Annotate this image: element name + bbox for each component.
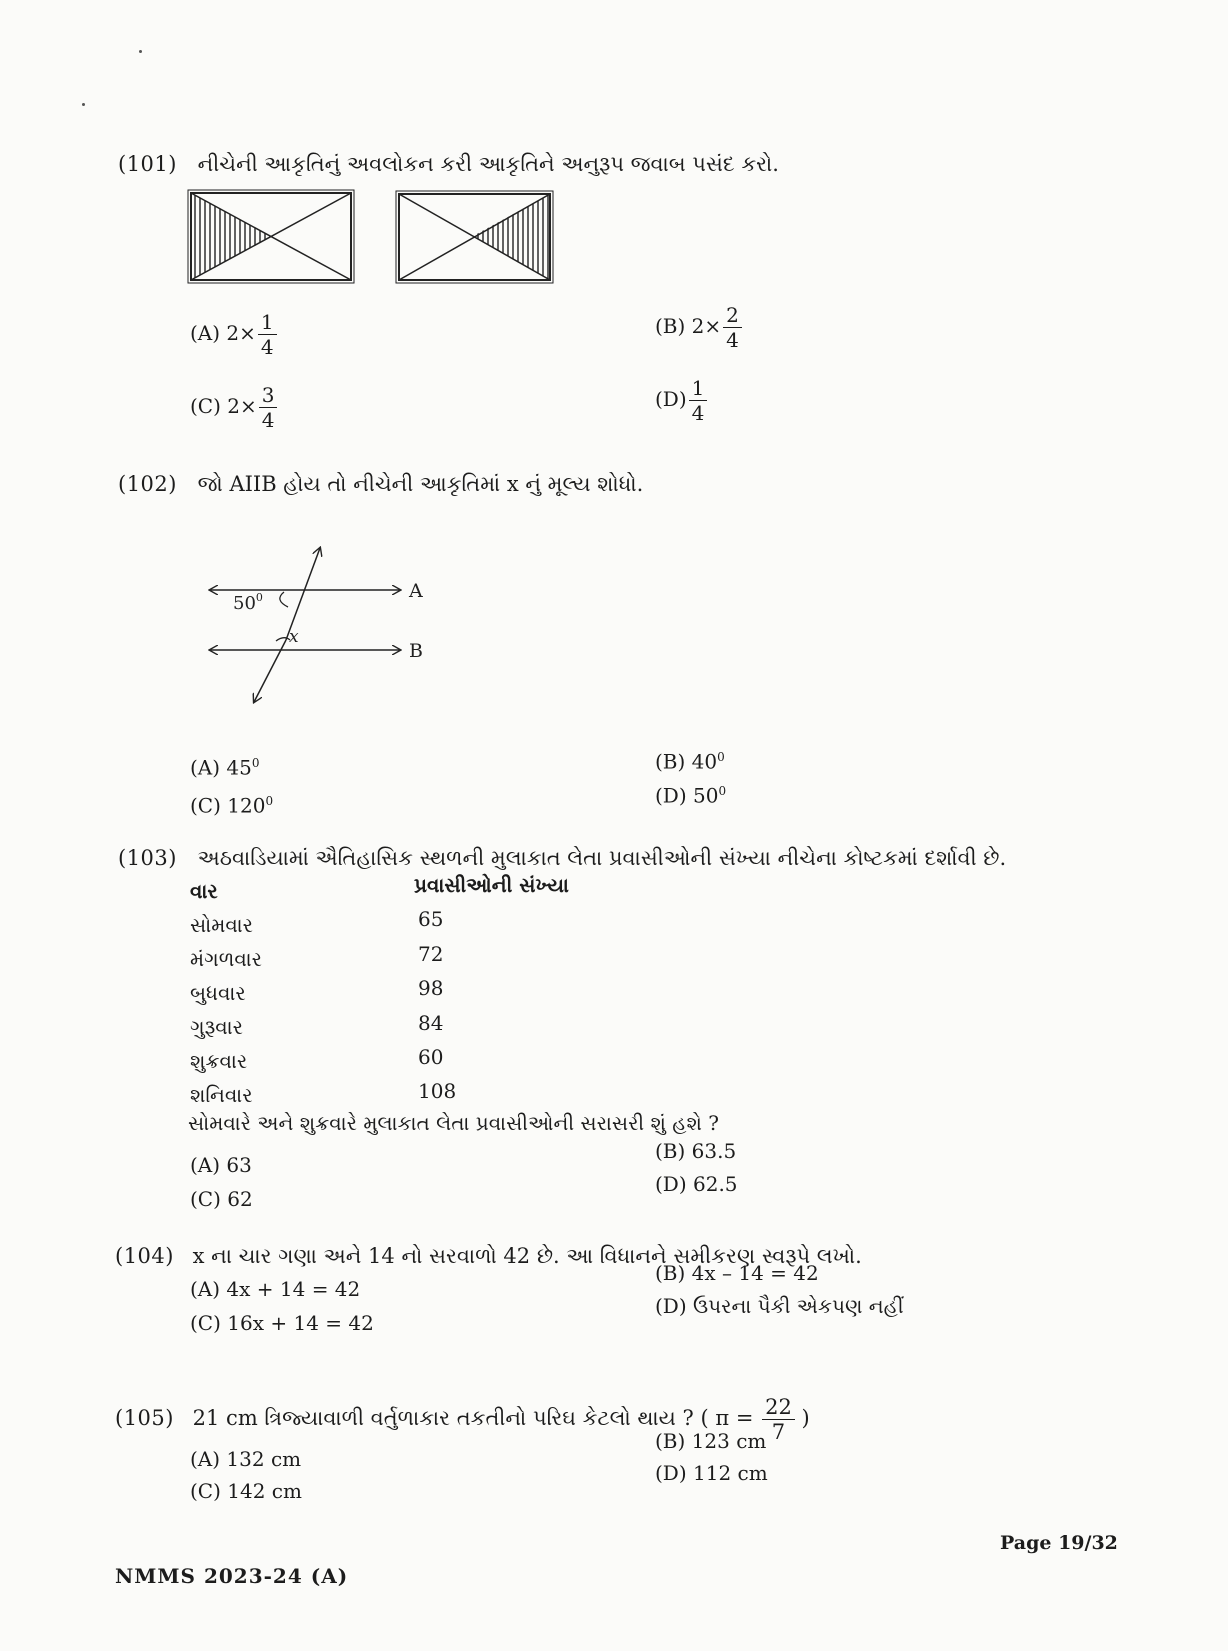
denominator: 4 [261,408,275,432]
question-number: (104) [115,1244,174,1268]
fraction [258,310,277,359]
right-rectangle [396,188,553,288]
option-label: (D) [655,387,687,411]
fraction [689,376,708,425]
closing-paren: ) [801,1406,810,1430]
question-number: (105) [115,1406,174,1430]
speck [139,50,142,53]
table-cell-day: સોમવાર [190,913,254,937]
option-a[interactable] [190,750,260,781]
question-102 [118,470,643,498]
option-c[interactable] [190,383,277,432]
option-b[interactable]: (B) 4x – 14 = 42 [655,1261,819,1285]
angle-arc-x [276,638,290,641]
angle-50-label: $50^0$ [233,591,263,614]
option-c[interactable]: (C) 16x + 14 = 42 [190,1311,374,1335]
option-c[interactable]: (C) 62 [190,1187,253,1211]
parallel-lines-figure [200,540,440,715]
numerator: 1 [689,376,708,401]
table-cell-day: શનિવાર [190,1083,253,1107]
pi-fraction [762,1395,795,1444]
degree-sign: 0 [265,794,274,808]
table-cell-count: 60 [418,1045,444,1069]
fraction [723,303,742,352]
angle-arc-50 [280,592,288,607]
option-b[interactable]: (B) 123 cm [655,1429,767,1453]
option-a[interactable]: (A) 132 cm [190,1447,302,1471]
option-text: (B) 40 [655,749,718,774]
question-text: x ના ચાર ગણા અને 14 નો સરવાળો 42 છે. આ વિધાનને સમીકરણ સ્વરૂપે લખો. [192,1244,862,1268]
degree-sign: 0 [251,756,260,770]
option-b[interactable]: (B) 63.5 [655,1139,737,1163]
question-subtext: સોમવારે અને શુક્રવારે મુલાકાત લેતા પ્રવાસીઓની સરાસરી શું હશે ? [188,1111,719,1135]
line-b-label: B [409,640,423,662]
option-d[interactable] [655,376,707,425]
table-cell-day: ગુરૂવાર [190,1015,243,1039]
table-cell-count: 84 [418,1011,444,1035]
table-cell-day: શુક્રવાર [190,1049,248,1073]
option-a[interactable]: (A) 4x + 14 = 42 [190,1277,361,1301]
numerator: 3 [259,383,278,408]
line-a-label: A [409,580,423,602]
numerator: 22 [762,1395,795,1420]
denominator: 7 [771,1420,786,1444]
option-a[interactable]: (A) 63 [190,1153,252,1177]
degree-sign: 0 [717,750,725,764]
rectangles-figure [186,188,556,288]
question-number: (102) [118,472,177,496]
option-d[interactable] [655,778,726,809]
table-cell-count: 108 [418,1079,457,1103]
question-text: જો AIIB હોય તો નીચેની આકૃતિમાં x નું મૂલ્ય શોધો. [197,472,644,496]
speck [82,103,85,106]
option-label: (B) 2× [655,314,722,338]
denominator: 4 [260,335,274,359]
question-text: 21 cm ત્રિજ્યાવાળી વર્તુળાકાર તકતીનો પરિઘ કેટલો થાય ? ( π = [192,1406,754,1430]
denominator: 4 [726,328,739,352]
option-d[interactable]: (D) 112 cm [655,1461,768,1485]
question-text: અઠવાડિયામાં ઐતિહાસિક સ્થળની મુલાકાત લેતા પ્રવાસીઓની સંખ્યા નીચેના કોષ્ટકમાં દર્શાવી છે. [197,846,1007,870]
question-text: નીચેની આકૃતિનું અવલોકન કરી આકૃતિને અનુરૂપ જવાબ પસંદ કરો. [197,152,779,176]
left-rectangle [188,188,354,288]
numerator: 2 [723,303,742,328]
table-header-count: પ્રવાસીઓની સંખ્યા [414,873,569,897]
denominator: 4 [691,401,705,425]
table-cell-day: મંગળવાર [190,947,263,971]
numerator: 1 [258,310,277,335]
option-text: (C) 120 [190,793,266,818]
option-d[interactable]: (D) 62.5 [655,1172,738,1196]
fraction [259,383,278,432]
table-cell-count: 98 [418,976,444,1000]
footer-code: NMMS 2023-24 (A) [115,1564,349,1588]
option-a[interactable] [190,310,277,359]
question-103 [118,844,1006,872]
angle-x-label: x [289,627,299,647]
table-cell-count: 72 [418,942,444,966]
option-text: (D) 50 [655,783,719,808]
option-d[interactable]: (D) ઉપરના પૈકી એકપણ નહીં [655,1294,904,1318]
question-number: (101) [118,152,177,176]
question-number: (103) [118,846,177,870]
option-c[interactable] [190,788,273,819]
question-101 [118,150,779,178]
table-cell-count: 65 [418,907,444,931]
option-label: (A) 2× [190,321,256,345]
degree-sign: 0 [718,784,727,798]
option-b[interactable] [655,744,725,775]
option-b[interactable] [655,303,742,352]
option-label: (C) 2× [190,394,257,418]
table-cell-day: બુધવાર [190,981,246,1005]
table-header-day: વાર [190,879,218,903]
option-text: (A) 45 [190,755,252,780]
page-number: Page 19/32 [1000,1532,1118,1554]
option-c[interactable]: (C) 142 cm [190,1479,302,1503]
